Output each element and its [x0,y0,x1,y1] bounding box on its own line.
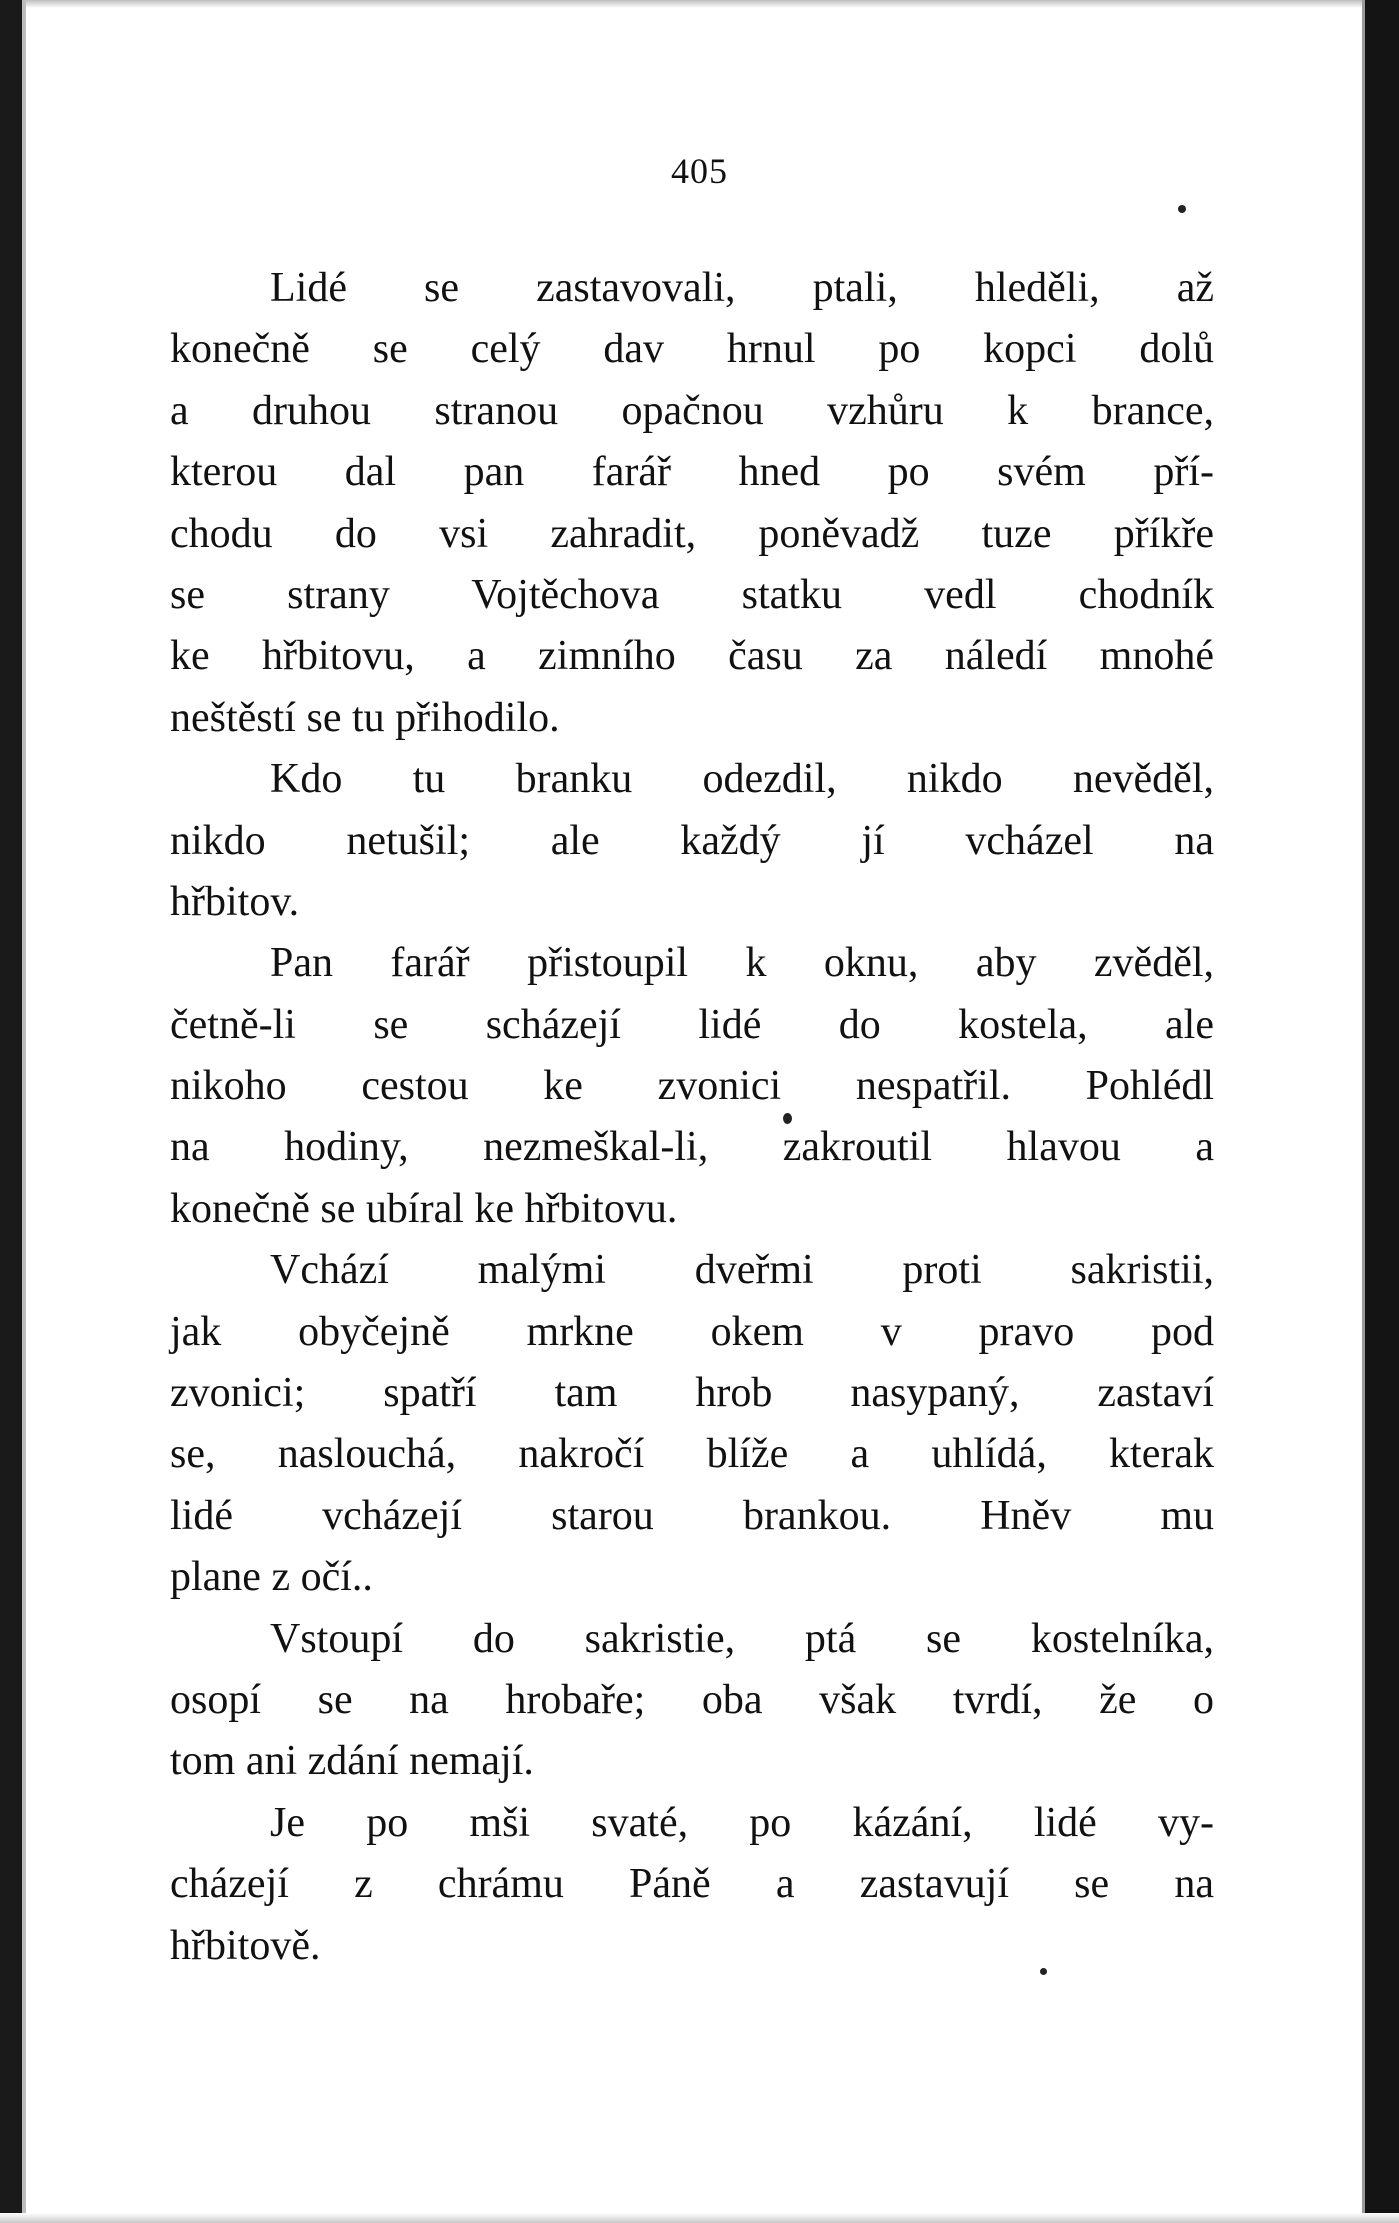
text-line: hřbitově. [170,1922,321,1969]
text-line: konečně se celý dav hrnul po kopci dolů [170,326,1214,373]
text-line: ke hřbitovu, a zimního času za náledí mnohé [170,633,1214,680]
text-line: lidé vcházejí starou brankou. Hněv mu [170,1492,1214,1539]
page-left-border-highlight [22,0,26,2223]
paragraph [170,749,1214,933]
paragraph [170,1793,1214,1977]
text-line: jak obyčejně mrkne okem v pravo pod [170,1308,1214,1355]
page-number: 405 [671,151,728,191]
text-line: Je po mši svaté, po kázání, lidé vy- [270,1799,1214,1846]
text-line: Vchází malými dveřmi proti sakristii, [270,1247,1214,1294]
text-line: osopí se na hrobaře; oba však tvrdí, že o [170,1676,1214,1723]
paragraph [170,933,1214,1240]
body-text [170,258,1214,1977]
paragraph [170,1240,1214,1608]
text-line: zvonici; spatří tam hrob nasypaný, zastaví [170,1370,1214,1417]
text-line: na hodiny, nezmeškal-li, zakroutil hlavou a [170,1124,1214,1171]
text-line: neštěstí se tu přihodilo. [170,694,560,741]
text-line: cházejí z chrámu Páně a zastavují se na [170,1861,1214,1908]
text-line: plane z očí.. [170,1554,373,1601]
text-line: se, naslouchá, nakročí blíže a uhlídá, kterak [170,1431,1214,1478]
text-line: Lidé se zastavovali, ptali, hleděli, až [270,265,1214,311]
text-line: a druhou stranou opačnou vzhůru k brance, [170,387,1214,434]
page-right-border-highlight [1362,0,1365,2223]
text-line: četně-li se scházejí lidé do kostela, ale [170,1001,1214,1048]
text-line: nikoho cestou ke zvonici nespatřil. Pohlédl [170,1063,1214,1110]
text-line: chodu do vsi zahradit, poněvadž tuze příkře [170,510,1214,557]
text-line: Vstoupí do sakristie, ptá se kostelníka, [270,1615,1214,1662]
text-line: konečně se ubíral ke hřbitovu. [170,1185,678,1232]
text-line: Kdo tu branku odezdil, nikdo nevěděl, [270,756,1214,803]
paragraph [170,1609,1214,1793]
page-top-shadow [0,0,1399,8]
text-line: kterou dal pan farář hned po svém pří- [170,449,1214,496]
text-line: tom ani zdání nemají. [170,1738,534,1785]
text-line: Pan farář přistoupil k oknu, aby zvěděl, [270,940,1214,987]
page-right-border [1365,0,1399,2223]
ink-speck [1178,205,1186,213]
text-line: se strany Vojtěchova statku vedl chodník [170,571,1214,618]
paragraph [170,258,1214,749]
page-bottom-shadow [0,2213,1399,2223]
page-left-border [0,0,22,2223]
text-line: nikdo netušil; ale každý jí vcházel na [170,817,1214,864]
text-line: hřbitov. [170,878,300,925]
